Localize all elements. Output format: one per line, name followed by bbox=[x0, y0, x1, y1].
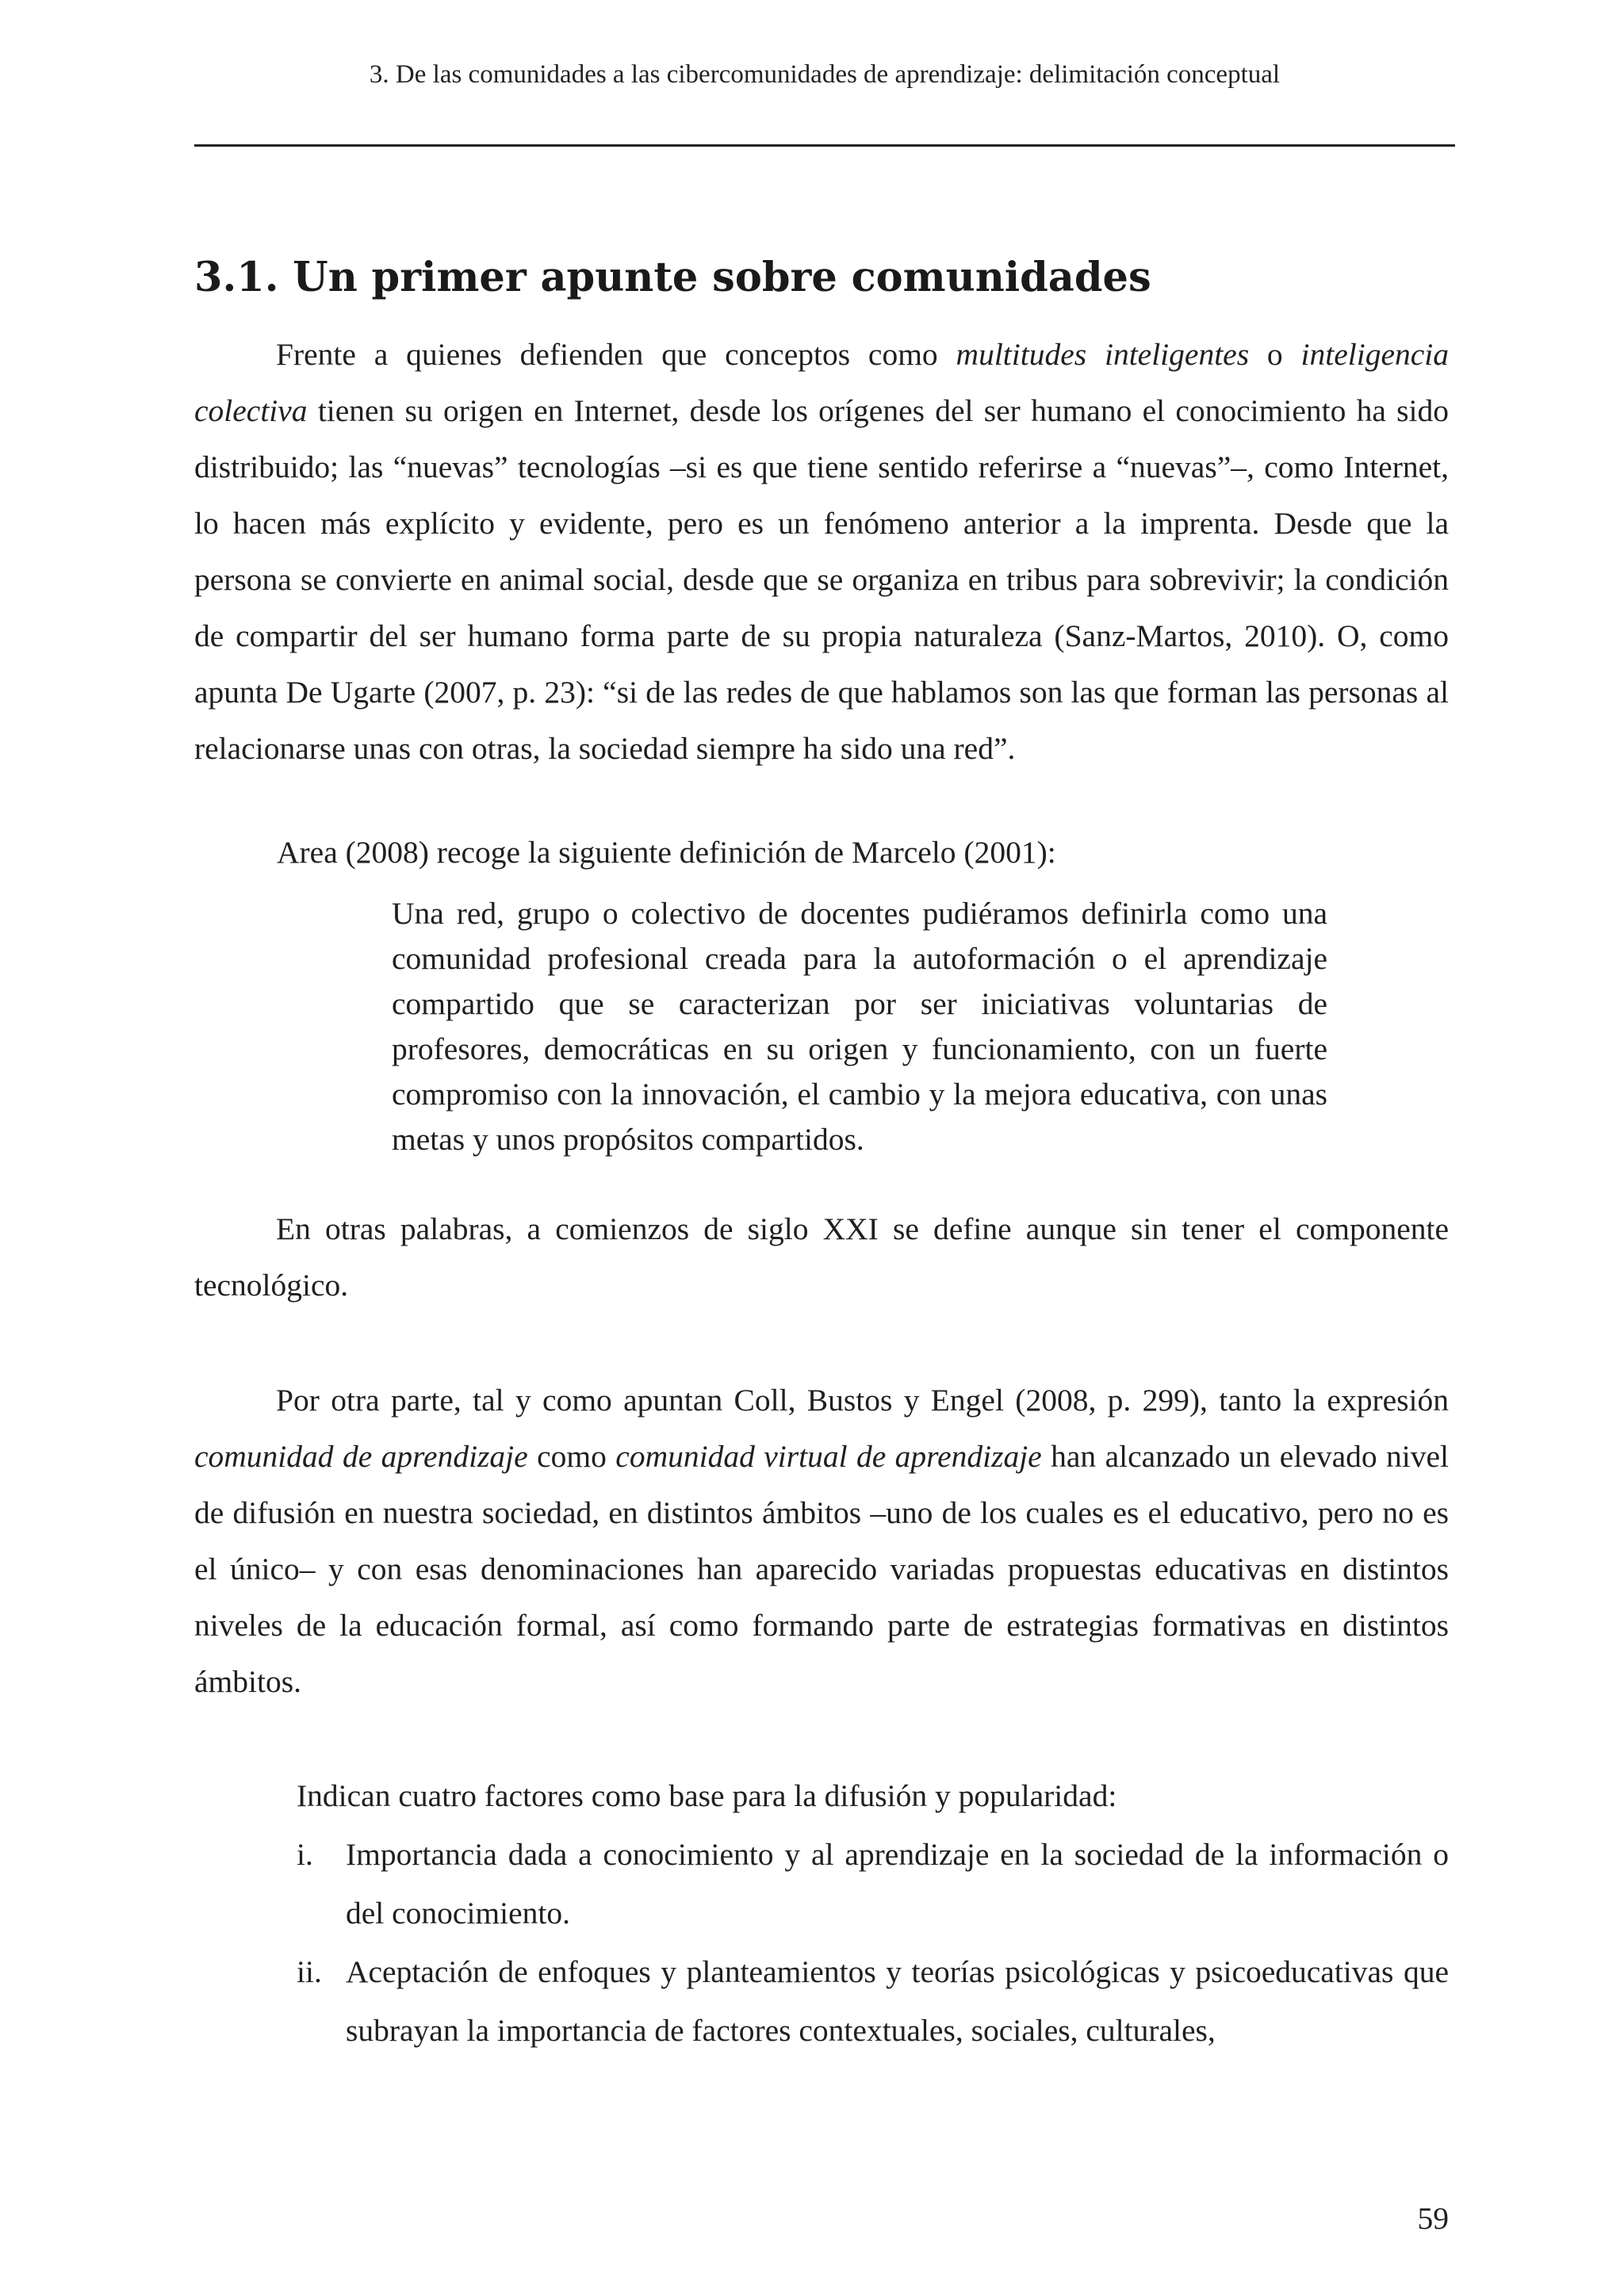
list-item-text: Importancia dada a conocimiento y al aprendizaje en la sociedad de la información o del conocimiento. bbox=[346, 1837, 1449, 1931]
paragraph-text-run: Frente a quienes defienden que conceptos como bbox=[276, 337, 956, 372]
block-quote: Una red, grupo o colectivo de docentes pudiéramos definirla como una comunidad profesional creada para la autoformación o el aprendizaje compartido que se caracterizan por ser iniciativas voluntarias de profesores, democráticas en su origen y funcionamiento, con un fuerte compromiso con la innovación, el cambio y la mejora educativa, con unas metas y unos propósitos compartidos. bbox=[392, 896, 1327, 1157]
list-item bbox=[297, 1942, 1449, 2060]
paragraph-text bbox=[194, 327, 1449, 777]
italic-term: multitudes inteligentes bbox=[956, 337, 1250, 372]
paragraph-text-run: han alcanzado un elevado nivel de difusión en nuestra sociedad, en distintos ámbitos –uno de los cuales es el educativo, pero no es el único– y con esas denominaciones han aparecido variadas propuestas educativas en distintos niveles de la educación formal, así como formando parte de estrategias formativas en distintos ámbitos. bbox=[194, 1439, 1450, 1699]
body-paragraph-3 bbox=[194, 1372, 1449, 1710]
list-marker: ii. bbox=[297, 1954, 322, 1989]
paragraph-text bbox=[194, 1372, 1449, 1710]
header-rule bbox=[194, 144, 1455, 147]
italic-term: inteligencia colectiva bbox=[194, 337, 1450, 428]
list-marker: i. bbox=[297, 1837, 313, 1872]
list-item-text: Aceptación de enfoques y planteamientos y teorías psicológicas y psicoeducativas que subrayan la importancia de factores contextuales, sociales, culturales, bbox=[346, 1954, 1449, 2048]
page-number: 59 bbox=[1417, 2201, 1449, 2236]
paragraph-text-run: tienen su origen en Internet, desde los orígenes del ser humano el conocimiento ha sido distribuido; las “nuevas” tecnologías –si es que tiene sentido referirse a “nuevas”–, como Internet, lo hacen más explícito y evidente, pero es un fenómeno anterior a la imprenta. Desde que la persona se convierte en animal social, desde que se organiza en tribus para sobrevivir; la condición de compartir del ser humano forma parte de su propia naturaleza (Sanz-Martos, 2010). O, como apunta De Ugarte (2007, p. 23): “si de las redes de que hablamos son las que forman las personas al relacionarse unas con otras, la sociedad siempre ha sido una red”. bbox=[194, 393, 1449, 766]
paragraph-text: En otras palabras, a comienzos de siglo XXI se define aunque sin tener el componente tecnológico. bbox=[194, 1211, 1449, 1303]
paragraph-text-run: o bbox=[1249, 337, 1301, 372]
paragraph-text-run: Por otra parte, tal y como apuntan Coll, Bustos y Engel (2008, p. 299), tanto la expresión bbox=[276, 1383, 1449, 1418]
paragraph-text-run: como bbox=[527, 1439, 616, 1474]
list-intro: Indican cuatro factores como base para la difusión y popularidad: bbox=[297, 1778, 1117, 1813]
italic-term: comunidad virtual de aprendizaje bbox=[615, 1439, 1042, 1474]
italic-term: comunidad de aprendizaje bbox=[194, 1439, 528, 1474]
running-header: 3. De las comunidades a las cibercomunidades de aprendizaje: delimitación conceptual bbox=[369, 60, 1281, 89]
body-paragraph-2 bbox=[194, 1201, 1449, 1314]
section-heading: 3.1. Un primer apunte sobre comunidades bbox=[194, 254, 1151, 301]
factor-list bbox=[297, 1825, 1449, 2060]
quote-intro: Area (2008) recoge la siguiente definición de Marcelo (2001): bbox=[277, 835, 1056, 870]
body-paragraph-1 bbox=[194, 327, 1449, 777]
list-item bbox=[297, 1825, 1449, 1942]
